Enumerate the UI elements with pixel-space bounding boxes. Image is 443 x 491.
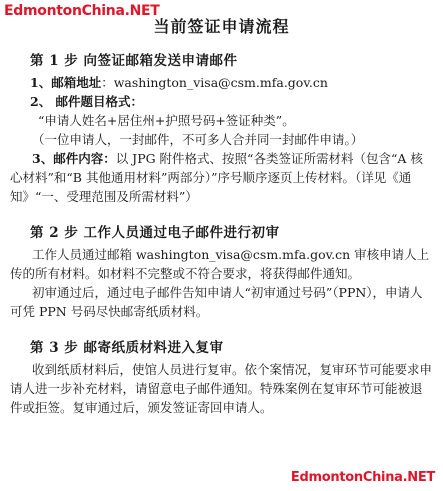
email-subject-format: “申请人姓名+居住州+护照号码+签证种类”。	[38, 113, 295, 128]
step-2-heading: 第 2 步 工作人员通过电子邮件进行初审	[30, 225, 280, 241]
step-2-section	[10, 224, 433, 321]
email-address-value: ：washington_visa@csm.mfa.gov.cn	[101, 75, 328, 90]
step-1-heading: 第 1 步 向签证邮箱发送申请邮件	[30, 53, 238, 69]
email-content-text: 以 JPG 附件格式、按照“各类签证所需材料（包含“A 核心材料”和“B 其他通用材料”两部分）”序号顺序逐页上传材料。（详见《通知》“一、受理范围及所需材料”）	[10, 151, 423, 204]
page-title: 当前签证申请流程	[153, 17, 290, 36]
step-3-section	[10, 339, 433, 417]
email-subject-note: （一位申请人，一封邮件，不可多人合并同一封邮件申请。）	[32, 132, 364, 147]
step-1-section	[10, 52, 433, 206]
email-content-label: 3、邮件内容：	[32, 151, 116, 166]
document-body	[10, 52, 433, 417]
email-address-label: 1、邮箱地址	[30, 75, 102, 90]
step-1-item-2	[10, 92, 433, 111]
watermark-logo-bottom: EdmontonChina.NET	[290, 470, 435, 485]
step-1-item-3	[10, 149, 433, 206]
step-2-paragraph-1: 工作人员通过邮箱 washington_visa@csm.mfa.gov.cn 审核申请人上传的所有材料。如材料不完整或不符合要求，将获得邮件通知。	[10, 247, 430, 281]
watermark-logo: EdmontonChina.NET	[4, 3, 160, 19]
step-1-item-1	[10, 73, 433, 92]
step-3-paragraph-1: 收到纸质材料后，使馆人员进行复审。依个案情况，复审环节可能要求申请人进一步补充材料，请留意电子邮件通知。特殊案例在复审环节可能被退件或拒签。复审通过后，颁发签证寄回申请人。	[10, 362, 433, 415]
email-subject-label: 2、 邮件题目格式：	[30, 94, 144, 109]
step-3-heading: 第 3 步 邮寄纸质材料进入复审	[30, 340, 224, 356]
step-2-paragraph-2: 初审通过后，通过电子邮件告知申请人“初审通过号码”（PPN），申请人可凭 PPN 号码尽快邮寄纸质材料。	[10, 285, 423, 319]
